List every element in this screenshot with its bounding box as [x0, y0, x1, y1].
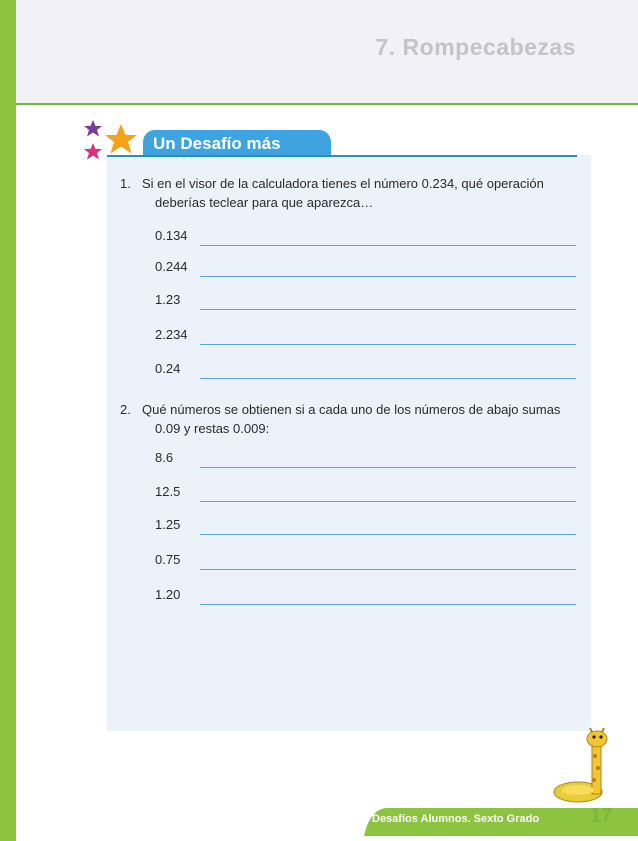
answer-line[interactable] — [200, 276, 576, 277]
answer-label: 1.23 — [155, 292, 181, 307]
answer-label: 0.75 — [155, 552, 181, 567]
star-purple-icon — [84, 120, 102, 137]
answer-label: 2.234 — [155, 327, 188, 342]
chapter-title: 7. Rompecabezas — [375, 34, 576, 60]
answer-label: 12.5 — [155, 484, 181, 499]
answer-line[interactable] — [200, 569, 576, 570]
page-number: 17 — [590, 805, 613, 827]
stars-decoration — [84, 118, 144, 166]
answer-label: 1.20 — [155, 587, 181, 602]
answer-row[interactable] — [155, 552, 576, 572]
answer-line[interactable] — [200, 501, 576, 502]
answer-label: 0.244 — [155, 259, 188, 274]
star-pink-icon — [84, 143, 102, 160]
star-orange-icon — [105, 124, 137, 154]
answer-row[interactable] — [155, 587, 576, 607]
answer-row[interactable] — [155, 259, 576, 279]
answer-line[interactable] — [200, 534, 576, 535]
answer-row[interactable] — [155, 228, 576, 248]
footer-caption: Desafíos Alumnos. Sexto Grado — [372, 813, 540, 825]
question-number: 2. — [120, 402, 131, 417]
answer-line[interactable] — [200, 467, 576, 468]
question-text: Qué números se obtienen si a cada uno de los números de abajo sumas 0.09 y restas 0.009: — [142, 402, 561, 436]
answer-row[interactable] — [155, 450, 576, 470]
giraffe-icon — [548, 728, 618, 806]
answer-line[interactable] — [200, 604, 576, 605]
answer-row[interactable] — [155, 517, 576, 537]
section-title: Un Desafío más — [153, 134, 281, 153]
answer-label: 1.25 — [155, 517, 181, 532]
left-accent-bar — [0, 0, 16, 841]
question-2 — [120, 400, 570, 438]
section-rule — [107, 155, 577, 157]
answer-row[interactable] — [155, 484, 576, 504]
question-number: 1. — [120, 176, 131, 191]
question-text: Si en el visor de la calculadora tienes el número 0.234, qué operación deberías teclear para que aparezca… — [142, 176, 544, 210]
question-1 — [120, 174, 570, 212]
answer-row[interactable] — [155, 292, 576, 312]
answer-label: 8.6 — [155, 450, 174, 465]
answer-line[interactable] — [200, 309, 576, 310]
answer-label: 0.134 — [155, 228, 188, 243]
answer-row[interactable] — [155, 327, 576, 347]
answer-line[interactable] — [200, 245, 576, 246]
answer-label: 0.24 — [155, 361, 181, 376]
answer-row[interactable] — [155, 361, 576, 381]
answer-line[interactable] — [200, 378, 576, 379]
answer-line[interactable] — [200, 344, 576, 345]
